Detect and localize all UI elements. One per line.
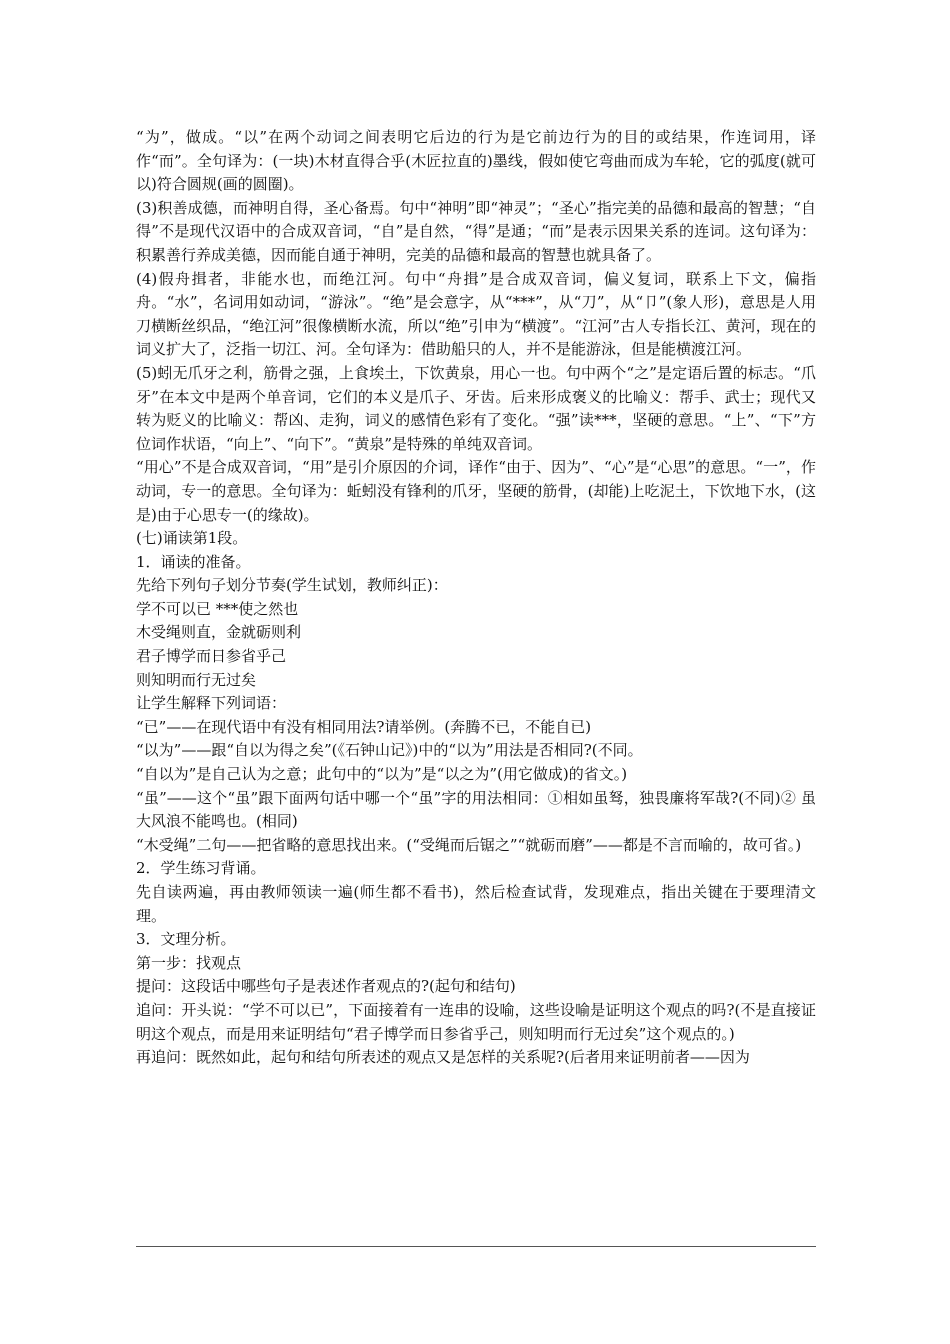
- paragraph: (5)蚓无爪牙之利，筋骨之强，上食埃土，下饮黄泉，用心一也。句中两个“之”是定语后置的标志。“爪牙”在本文中是两个单音词，它们的本义是爪子、牙齿。后来形成褒义的比喻义：帮手、武士；现代又转为贬义的比喻义：帮凶、走狗，词义的感情色彩有了变化。“强”读***，坚硬的意思。“上”、“下”方位词作状语，“向上”、“向下”。“黄泉”是特殊的单纯双音词。: [136, 363, 816, 453]
- paragraph: 让学生解释下列词语：: [136, 694, 287, 713]
- paragraph: “已”——在现代语中有没有相同用法?请举例。(奔腾不已，不能自已): [136, 717, 592, 736]
- paragraph: “自以为”是自己认为之意；此句中的“以为”是“以之为”(用它做成)的省文。): [136, 765, 628, 784]
- paragraph: 2．学生练习背诵。: [136, 859, 266, 878]
- paragraph: “虽”——这个“虽”跟下面两句话中哪一个“虽”字的用法相同：①相如虽驽，独畏廉将军哉?(不同)② 虽大风浪不能鸣也。(相同): [136, 788, 816, 831]
- paragraph: 则知明而行无过矣: [136, 670, 257, 689]
- paragraph: 第一步：找观点: [136, 953, 242, 972]
- document-body: [136, 126, 816, 1070]
- paragraph: 3．文理分析。: [136, 930, 236, 949]
- paragraph: (3)积善成德，而神明自得，圣心备焉。句中“神明”即“神灵”；“圣心”指完美的品德和最高的智慧；“自得”不是现代汉语中的合成双音词，“自”是自然，“得”是通；“而”是表示因果关系的连词。这句译为：积累善行养成美德，因而能自通于神明，完美的品德和最高的智慧也就具备了。: [136, 198, 816, 264]
- paragraph: (4)假舟揖者，非能水也，而绝江河。句中“舟揖”是合成双音词，偏义复词，联系上下文，偏指舟。“水”，名词用如动词，“游泳”。“绝”是会意字，从“***”，从“刀”，从“卩”(象人形)，意思是人用刀横断丝织品，“绝江河”很像横断水流，所以“绝”引申为“横渡”。“江河”古人专指长江、黄河，现在的词义扩大了，泛指一切江、河。全句译为：借助船只的人，并不是能游泳，但是能横渡江河。: [136, 269, 816, 359]
- footer-divider: [136, 1246, 816, 1247]
- paragraph: 追问：开头说：“学不可以已”，下面接着有一连串的设喻，这些设喻是证明这个观点的吗?(不是直接证明这个观点，而是用来证明结句“君子博学而日参省乎己，则知明而行无过矣”这个观点的。): [136, 1000, 816, 1043]
- paragraph: 先自读两遍，再由教师领读一遍(师生都不看书)，然后检查试背，发现难点，指出关键在于要理清文理。: [136, 883, 816, 925]
- paragraph: 再追问：既然如此，起句和结句所表述的观点又是怎样的关系呢?(后者用来证明前者——因为: [136, 1048, 750, 1067]
- paragraph: 君子博学而日参省乎己: [136, 647, 287, 666]
- paragraph: 1．诵读的准备。: [136, 552, 251, 571]
- paragraph: “木受绳”二句——把省略的意思找出来。(“受绳而后锯之”“就砺而磨”——都是不言而喻的，故可省。): [136, 835, 802, 854]
- paragraph: “为”，做成。“以”在两个动词之间表明它后边的行为是它前边行为的目的或结果，作连词用，译作“而”。全句译为：(一块)木材直得合乎(木匠拉直的)墨线，假如使它弯曲而成为车轮，它的弧度(就可以)符合圆规(画的圆圈)。: [136, 128, 816, 194]
- paragraph: (七)诵读第1段。: [136, 529, 248, 548]
- paragraph: 学不可以已 ***使之然也: [136, 599, 299, 618]
- paragraph: “以为”——跟“自以为得之矣”(《石钟山记》)中的“以为”用法是否相同?(不同。: [136, 741, 643, 760]
- paragraph: 木受绳则直，金就砺则利: [136, 623, 302, 642]
- paragraph: 提问：这段话中哪些句子是表述作者观点的?(起句和结句): [136, 977, 516, 996]
- paragraph: 先给下列句子划分节奏(学生试划，教师纠正)：: [136, 576, 448, 595]
- paragraph: “用心”不是合成双音词，“用”是引介原因的介词，译作“由于、因为”、“心”是“心思”的意思。“一”，作动词，专一的意思。全句译为：蚯蚓没有锋利的爪牙，坚硬的筋骨，(却能)上吃泥土，下饮地下水，(这是)由于心思专一(的缘故)。: [136, 458, 816, 524]
